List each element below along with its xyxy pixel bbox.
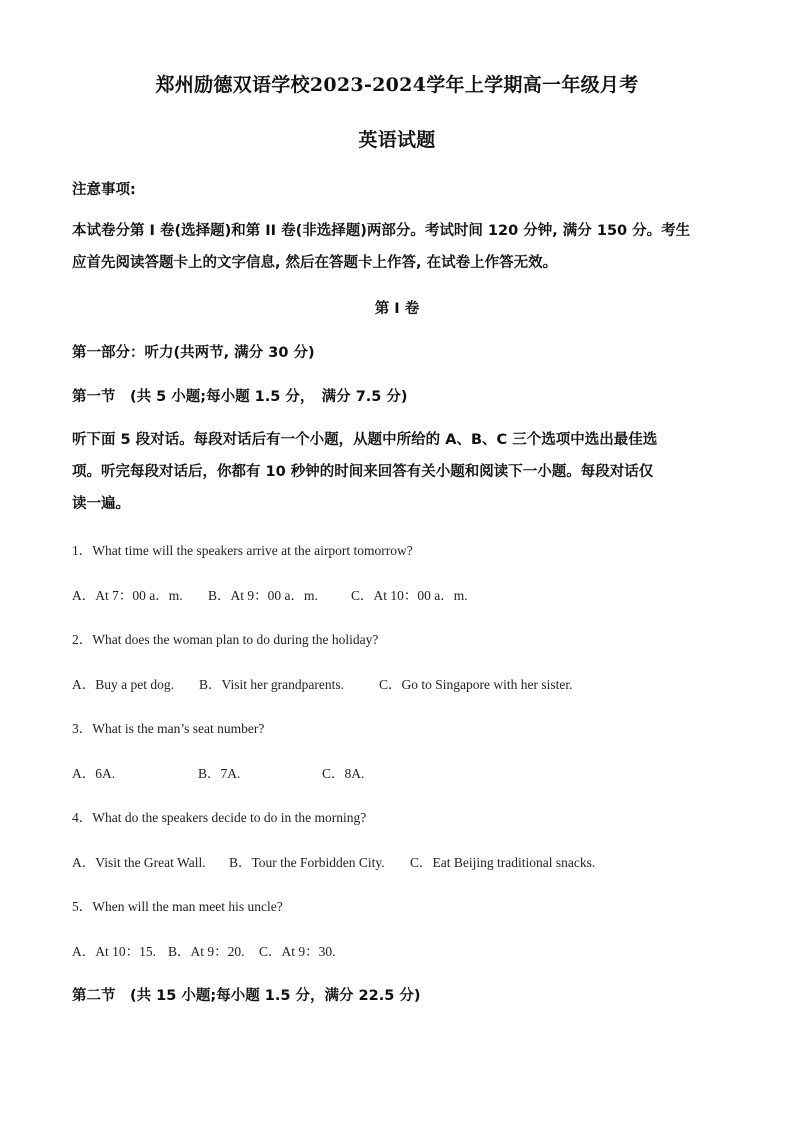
question-stem: 2．What does the woman plan to do during the holiday? (72, 632, 379, 647)
question-stem: 1．What time will the speakers arrive at the airport tomorrow? (72, 543, 413, 558)
instruction-line: 读一遍。 (72, 496, 130, 512)
section1-heading: 第一节 (共 5 小题;每小题 1.5 分， 满分 7.5 分) (72, 389, 408, 405)
option-b: B．At 9：00 a．m. (208, 588, 318, 603)
option-c: C．At 9：30. (259, 944, 336, 959)
option-b: B．7A. (198, 766, 241, 781)
exam-title: 郑州励德双语学校2023-2024学年上学期高一年级月考 (155, 74, 639, 96)
option-b: B．At 9：20. (168, 944, 245, 959)
exam-subtitle: 英语试题 (358, 129, 436, 151)
question-stem: 4．What do the speakers decide to do in the morning? (72, 810, 367, 825)
option-a: A．At 7：00 a．m. (72, 588, 183, 603)
instruction-line: 项。听完每段对话后，你都有 10 秒钟的时间来回答有关小题和阅读下一小题。每段对话仅 (72, 464, 654, 480)
section1-instructions (72, 424, 722, 520)
volume-label: 第 I 卷 (374, 301, 420, 317)
option-c: C．At 10：00 a．m. (351, 588, 468, 603)
notice-line: 应首先阅读答题卡上的文字信息, 然后在答题卡上作答, 在试卷上作答无效。 (72, 255, 558, 271)
notice-line: 本试卷分第 I 卷(选择题)和第 II 卷(非选择题)两部分。考试时间 120 分钟, 满分 150 分。考生 (72, 223, 691, 239)
option-b: B．Tour the Forbidden City. (229, 855, 385, 870)
option-c: C．Go to Singapore with her sister. (379, 677, 573, 692)
part1-heading: 第一部分：听力(共两节, 满分 30 分) (72, 345, 315, 361)
instruction-line: 听下面 5 段对话。每段对话后有一个小题，从题中所给的 A、B、C 三个选项中选出最佳选 (72, 432, 658, 448)
option-a: A．Visit the Great Wall. (72, 855, 206, 870)
question-stem: 3．What is the man’s seat number? (72, 721, 265, 736)
notice-heading: 注意事项: (72, 182, 136, 198)
question-stem: 5．When will the man meet his uncle? (72, 899, 283, 914)
option-a: A．At 10：15. (72, 944, 156, 959)
option-c: C．Eat Beijing traditional snacks. (410, 855, 596, 870)
option-a: A．6A. (72, 766, 116, 781)
option-c: C．8A. (322, 766, 365, 781)
section2-heading: 第二节 (共 15 小题;每小题 1.5 分，满分 22.5 分) (72, 988, 421, 1004)
option-b: B．Visit her grandparents. (199, 677, 345, 692)
notice-paragraph (72, 215, 722, 279)
option-a: A．Buy a pet dog. (72, 677, 174, 692)
